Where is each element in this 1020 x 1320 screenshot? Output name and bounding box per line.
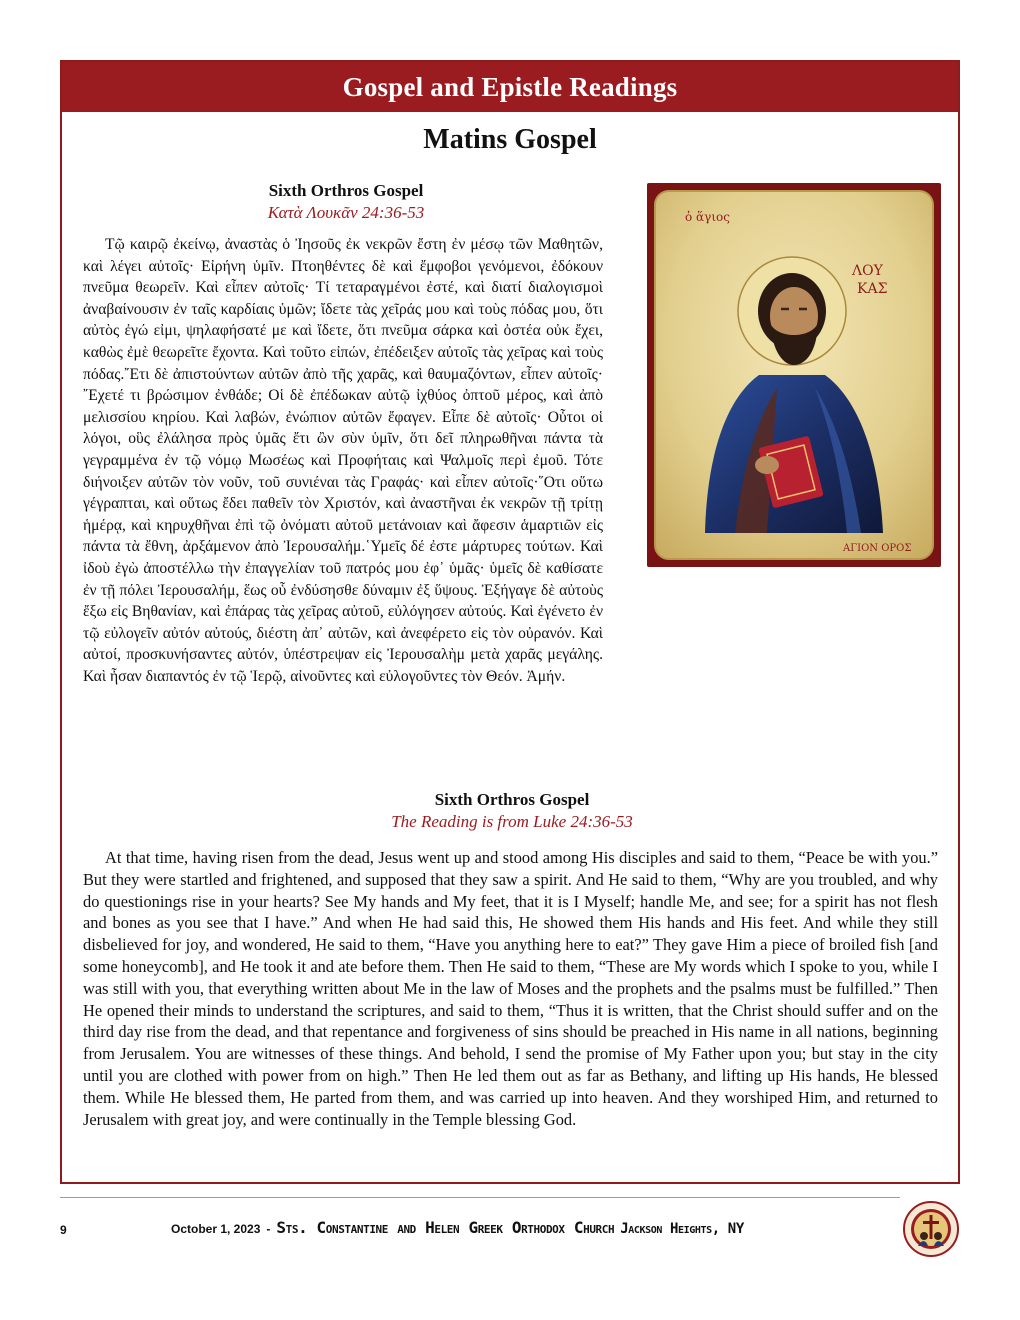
footer-line xyxy=(171,1218,744,1238)
saint-luke-icon xyxy=(647,183,941,567)
icon-label-left: ὁ ἅγιος xyxy=(685,210,730,224)
greek-reading-heading xyxy=(246,180,446,224)
page-number: 9 xyxy=(60,1223,67,1237)
footer-separator: - xyxy=(266,1222,271,1236)
icon-label-right-1: ΛΟΥ xyxy=(852,263,883,279)
english-reading-text: At that time, having risen from the dead, Jesus went up and stood among His disciples and said to them, “Peace be with you.” But they were startled and frightened, and supposed that they saw a spirit. And He said to them, “Why are you troubled, and why do questionings rise in your hearts? See My hands and My feet, that it is I Myself; handle Me, and see; for a spirit has not flesh and bones as you see that I have.” And when He had said this, He showed them His hands and His feet. And while they still disbelieved for joy, and wondered, He said to them, “Have you anything here to eat?” They gave Him a piece of broiled fish [and some honeycomb], and He took it and ate before them. Then He said to them, “These are My words which I spoke to you, while I was still with you, that everything written about Me in the law of Moses and the prophets and the psalms must be fulfilled.” Then He opened their minds to understand the scriptures, and said to them, “Thus it is written, that the Christ should suffer and on the third day rise from the dead, and that repentance and forgiveness of sins should be preached in His name in all nations, beginning from Jerusalem. You are witnesses of these things. And behold, I send the promise of My Father upon you; but stay in the city until you are clothed with power from on high.” Then He led them out as far as Bethany, and lifting up His hands, He blessed them. While He blessed them, He parted from them, and was carried up into heaven. And they worshiped Him, and returned to Jerusalem with great joy, and were continually in the Temple blessing God. xyxy=(83,848,938,1129)
footer-date: October 1, 2023 xyxy=(171,1222,261,1236)
icon-label-right-2: ΚΑΣ xyxy=(857,281,888,297)
page-footer xyxy=(60,1218,900,1246)
english-heading-reference: The Reading is from Luke 24:36-53 xyxy=(391,812,633,831)
footer-rule xyxy=(60,1197,900,1198)
readings-frame xyxy=(60,60,960,1184)
icon-painting xyxy=(647,183,941,567)
english-reading-heading xyxy=(312,789,712,833)
greek-heading-title: Sixth Orthros Gospel xyxy=(268,181,424,200)
footer-church-name: Sts. Constantine and Helen Greek Orthodox Church xyxy=(276,1218,615,1237)
section-title: Matins Gospel xyxy=(423,124,597,155)
icon-signature: ΑΓΙΟΝ ΟΡΟΣ xyxy=(843,543,912,554)
greek-heading-reference: Κατὰ Λουκᾶν 24:36-53 xyxy=(267,203,425,222)
page-banner: Gospel and Epistle Readings xyxy=(62,62,958,112)
church-seal-icon xyxy=(902,1200,960,1258)
english-heading-title: Sixth Orthros Gospel xyxy=(434,790,590,809)
greek-reading-text: Τῷ καιρῷ ἐκείνῳ, ἀναστὰς ὁ Ἰησοῦς ἐκ νεκρῶν ἔστη ἐν μέσῳ τῶν Μαθητῶν, καὶ λέγει αὐτοῖς· Εἰρήνη ὑμῖν. Πτοηθέντες δὲ καὶ ἔμφοβοι γενόμενοι, ἐδόκουν πνεῦμα θεωρεῖν. Καὶ εἶπεν αὐτοῖς· Τί τεταραγμένοι ἐστέ, καὶ διατί διαλογισμοὶ ἀναβαίνουσιν ἐν ταῖς καρδίαις ὑμῶν; ἴδετε τὰς χεῖράς μου καὶ τοὺς πόδας μου, ὅτι αὐτὸς ἐγώ εἰμι, ψηλαφήσατέ με καὶ ἴδετε, ὅτι πνεῦμα σάρκα καὶ ὀστέα οὐκ ἔχει, καθὼς ἐμὲ θεωρεῖτε ἔχοντα. Καὶ τοῦτο εἰπών, ἐπέδειξεν αὐτοῖς τὰς χεῖρας καὶ τοὺς πόδας.῎Ετι δὲ ἀπιστούντων αὐτῶν ἀπὸ τῆς χαρᾶς, καὶ θαυμαζόντων, εἶπεν αὐτοῖς· ῎Εχετέ τι βρώσιμον ἐνθάδε; Οἱ δὲ ἐπέδωκαν αὐτῷ ἰχθύος ὀπτοῦ μέρος, καὶ ἀπὸ μελισσίου κηρίου. Καὶ λαβών, ἐνώπιον αὐτῶν ἔφαγεν. Εἶπε δὲ αὐτοῖς· Οὗτοι οἱ λόγοι, οὓς ἐλάλησα πρὸς ὑμᾶς ἔτι ὢν σὺν ὑμῖν, ὅτι δεῖ πληρωθῆναι πάντα τὰ γεγραμμένα ἐν τῷ νόμῳ Μωσέως καὶ Προφήταις καὶ Ψαλμοῖς περὶ ἐμοῦ. Τότε διήνοιξεν αὐτῶν τὸν νοῦν, τοῦ συνιέναι τὰς Γραφάς· καὶ εἶπεν αὐτοῖς·῞Οτι οὕτω γέγραπται, καὶ οὕτως ἔδει παθεῖν τὸν Χριστόν, καὶ ἀναστῆναι ἐκ νεκρῶν τῇ τρίτῃ ἡμέρᾳ, καὶ κηρυχθῆναι ἐπὶ τῷ ὀνόματι αὐτοῦ μετάνοιαν καὶ ἄφεσιν ἁμαρτιῶν εἰς πάντα τὰ ἔθνη, ἀρξάμενον ἀπὸ Ἰερουσαλήμ.῾Υμεῖς δέ ἐστε μάρτυρες τούτων. Καὶ ἰδοὺ ἐγὼ ἀποστέλλω τὴν ἐπαγγελίαν τοῦ πατρός μου ἐφ᾿ ὑμᾶς· ὑμεῖς δὲ καθίσατε ἐν τῇ πόλει Ἰερουσαλήμ, ἕως οὗ ἐνδύσησθε δύναμιν ἐξ ὕψους. Ἐξήγαγε δὲ αὐτοὺς ἔξω εἰς Βηθανίαν, καὶ ἐπάρας τὰς χεῖρας αὐτοῦ, εὐλόγησεν αὐτούς. Καὶ ἐγένετο ἐν τῷ εὐλογεῖν αὐτόν αὐτούς, διέστη ἀπ᾿ αὐτῶν, καὶ ἀνεφέρετο εἰς τὸν οὐρανόν. Καὶ αὐτοί, προσκυνήσαντες αὐτόν, ὑπέστρεψαν εἰς Ἰερουσαλὴμ μετὰ χαρᾶς μεγάλης. Καὶ ἦσαν διαπαντός ἐν τῷ Ἱερῷ, αἰνοῦντες καὶ εὐλογοῦντες τὸν Θεόν. Ἀμήν. xyxy=(83,236,603,685)
footer-location: Jackson Heights, NY xyxy=(620,1221,744,1237)
